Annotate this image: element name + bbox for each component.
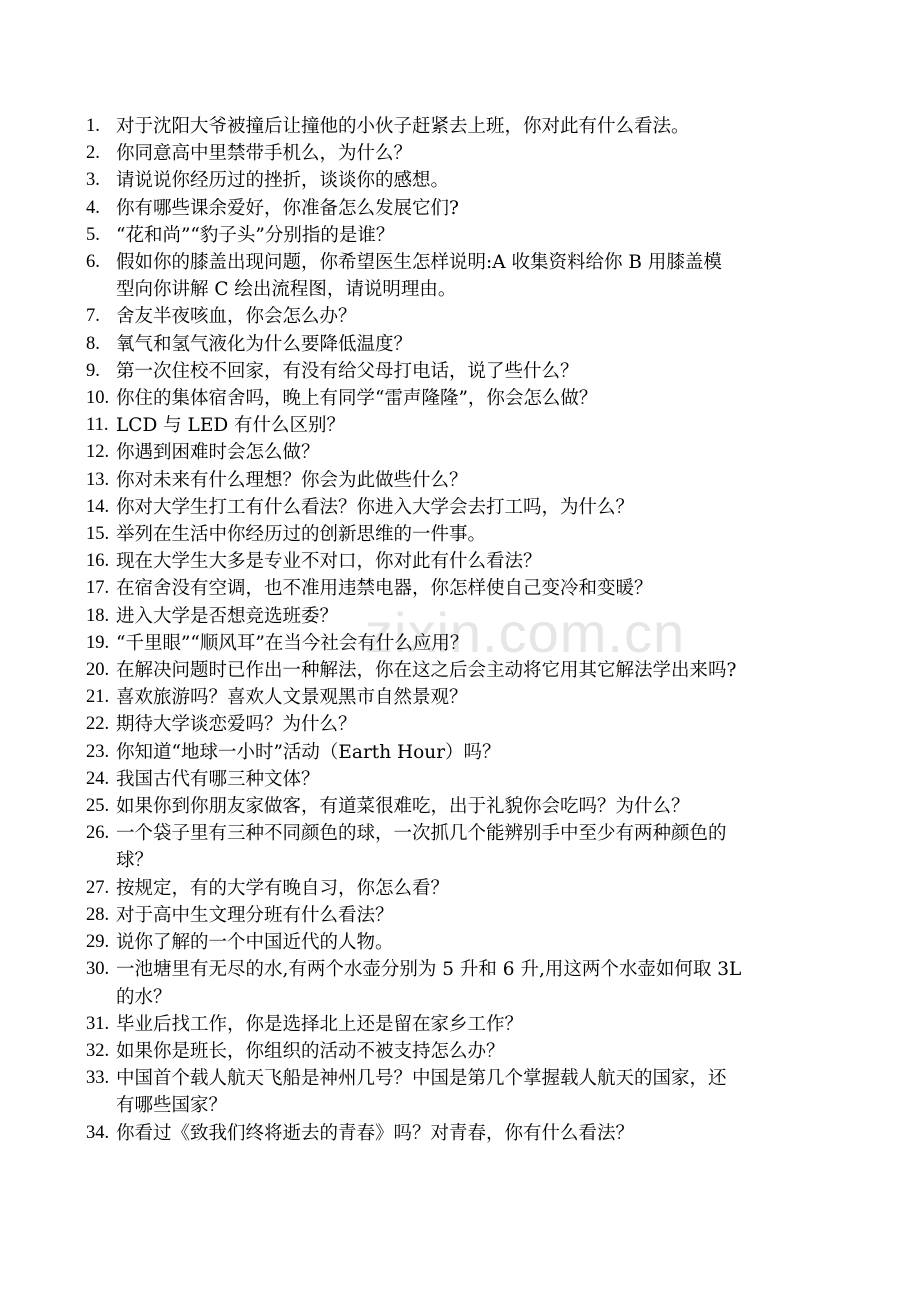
question-number: 9. bbox=[86, 360, 100, 381]
question-item bbox=[86, 657, 846, 684]
question-text bbox=[116, 331, 846, 358]
question-number: 30. bbox=[86, 959, 110, 980]
question-item bbox=[86, 875, 846, 902]
question-text-line: 在解决问题时已作出一种解法，你在这之后会主动将它用其它解法学出来吗? bbox=[116, 660, 737, 682]
question-item bbox=[86, 956, 846, 1010]
question-text-line: 你对未来有什么理想？你会为此做些什么？ bbox=[116, 469, 468, 491]
question-text-line: 假如你的膝盖出现问题，你希望医生怎样说明:A 收集资料给你 B 用膝盖模 bbox=[116, 252, 722, 274]
question-text-line: 期待大学谈恋爱吗？为什么？ bbox=[116, 714, 357, 736]
question-number: 13. bbox=[86, 469, 110, 490]
question-number: 32. bbox=[86, 1040, 110, 1061]
question-item bbox=[86, 439, 846, 466]
question-number: 7. bbox=[86, 306, 100, 327]
question-item bbox=[86, 249, 846, 303]
question-text-line: 请说说你经历过的挫折，谈谈你的感想。 bbox=[116, 170, 450, 192]
question-item bbox=[86, 575, 846, 602]
question-number: 24. bbox=[86, 768, 110, 789]
question-number: 15. bbox=[86, 524, 110, 545]
question-item bbox=[86, 140, 846, 167]
question-item bbox=[86, 630, 846, 657]
question-list bbox=[86, 113, 846, 1147]
question-text-line: 一个袋子里有三种不同颜色的球，一次抓几个能辨别手中至少有两种颜色的 bbox=[116, 823, 727, 845]
question-number: 17. bbox=[86, 578, 110, 599]
question-number: 33. bbox=[86, 1068, 110, 1089]
question-text-line: 舍友半夜咳血，你会怎么办？ bbox=[116, 306, 357, 328]
question-text bbox=[116, 739, 846, 766]
question-text bbox=[116, 521, 846, 548]
question-number: 6. bbox=[86, 252, 100, 273]
question-text-line: LCD 与 LED 有什么区别？ bbox=[116, 415, 346, 437]
question-text bbox=[116, 875, 846, 902]
question-text-line: 你看过《致我们终将逝去的青春》吗？对青春，你有什么看法？ bbox=[116, 1122, 635, 1144]
question-number: 18. bbox=[86, 605, 110, 626]
question-text bbox=[116, 249, 846, 303]
question-item bbox=[86, 113, 846, 140]
question-text-line: 球？ bbox=[116, 850, 154, 872]
question-text-line: 如果你是班长，你组织的活动不被支持怎么办？ bbox=[116, 1040, 505, 1062]
question-text-line: 说你了解的一个中国近代的人物。 bbox=[116, 932, 394, 954]
question-text bbox=[116, 140, 846, 167]
question-text bbox=[116, 902, 846, 929]
question-text-line: 一池塘里有无尽的水,有两个水壶分别为 5 升和 6 升,用这两个水壶如何取 3L bbox=[116, 959, 742, 981]
question-text bbox=[116, 630, 846, 657]
question-text-line: 你知道“地球一小时”活动（Earth Hour）吗？ bbox=[116, 741, 501, 763]
question-item bbox=[86, 548, 846, 575]
watermark-text: zixin.com.cn bbox=[365, 601, 686, 664]
question-text-line: 对于高中生文理分班有什么看法？ bbox=[116, 904, 394, 926]
question-item bbox=[86, 603, 846, 630]
question-number: 22. bbox=[86, 714, 110, 735]
question-text-line: 在宿舍没有空调，也不准用违禁电器，你怎样使自己变冷和变暖？ bbox=[116, 578, 653, 600]
question-text bbox=[116, 1011, 846, 1038]
question-text-line: “花和尚”“豹子头”分别指的是谁？ bbox=[116, 224, 395, 246]
question-text-line: “千里眼”“顺风耳”在当今社会有什么应用？ bbox=[116, 632, 469, 654]
question-text bbox=[116, 195, 846, 222]
question-item bbox=[86, 711, 846, 738]
question-text bbox=[116, 113, 846, 140]
question-number: 12. bbox=[86, 442, 110, 463]
question-item bbox=[86, 412, 846, 439]
question-item bbox=[86, 521, 846, 548]
question-number: 31. bbox=[86, 1013, 110, 1034]
question-item bbox=[86, 303, 846, 330]
question-item bbox=[86, 684, 846, 711]
question-number: 11. bbox=[86, 415, 109, 436]
question-item bbox=[86, 467, 846, 494]
question-text bbox=[116, 929, 846, 956]
question-number: 23. bbox=[86, 741, 110, 762]
question-number: 29. bbox=[86, 932, 110, 953]
question-item bbox=[86, 195, 846, 222]
question-text-line: 有哪些国家？ bbox=[116, 1095, 228, 1117]
question-text bbox=[116, 793, 846, 820]
question-text-line: 你有哪些课余爱好，你准备怎么发展它们? bbox=[116, 197, 459, 219]
question-item bbox=[86, 793, 846, 820]
question-number: 1. bbox=[86, 116, 100, 136]
question-text bbox=[116, 412, 846, 439]
question-item bbox=[86, 1065, 846, 1119]
question-text bbox=[116, 303, 846, 330]
question-item bbox=[86, 739, 846, 766]
question-number: 16. bbox=[86, 551, 110, 572]
question-item bbox=[86, 222, 846, 249]
question-text bbox=[116, 222, 846, 249]
question-number: 10. bbox=[86, 388, 110, 409]
question-text-line: 现在大学生大多是专业不对口，你对此有什么看法？ bbox=[116, 551, 542, 573]
question-item bbox=[86, 1120, 846, 1147]
question-text bbox=[116, 1038, 846, 1065]
question-text-line: 进入大学是否想竞选班委？ bbox=[116, 605, 339, 627]
question-text bbox=[116, 167, 846, 194]
question-number: 34. bbox=[86, 1122, 110, 1143]
question-number: 27. bbox=[86, 877, 110, 898]
question-number: 2. bbox=[86, 143, 100, 164]
question-item bbox=[86, 167, 846, 194]
question-text bbox=[116, 711, 846, 738]
question-text bbox=[116, 494, 846, 521]
question-number: 26. bbox=[86, 823, 110, 844]
question-item bbox=[86, 929, 846, 956]
question-text-line: 你同意高中里禁带手机么，为什么？ bbox=[116, 143, 413, 165]
question-item bbox=[86, 385, 846, 412]
question-text bbox=[116, 358, 846, 385]
question-number: 5. bbox=[86, 224, 100, 245]
question-text bbox=[116, 820, 846, 874]
question-text-line: 你遇到困难时会怎么做？ bbox=[116, 442, 320, 464]
question-item bbox=[86, 820, 846, 874]
question-number: 3. bbox=[86, 170, 100, 191]
question-text-line: 毕业后找工作，你是选择北上还是留在家乡工作？ bbox=[116, 1013, 524, 1035]
question-text-line: 中国首个载人航天飞船是神州几号？中国是第几个掌握载人航天的国家，还 bbox=[116, 1068, 727, 1090]
question-text-line: 喜欢旅游吗？喜欢人文景观黑市自然景观？ bbox=[116, 687, 468, 709]
question-item bbox=[86, 766, 846, 793]
question-number: 20. bbox=[86, 660, 110, 681]
question-text bbox=[116, 1120, 846, 1147]
question-item bbox=[86, 1038, 846, 1065]
question-text-line: 氧气和氢气液化为什么要降低温度？ bbox=[116, 333, 413, 355]
question-text bbox=[116, 548, 846, 575]
question-text-line: 你对大学生打工有什么看法？你进入大学会去打工吗，为什么？ bbox=[116, 496, 635, 518]
question-text-line: 的水？ bbox=[116, 986, 172, 1008]
question-number: 8. bbox=[86, 333, 100, 354]
question-text-line: 按规定，有的大学有晚自习，你怎么看？ bbox=[116, 877, 450, 899]
question-text-line: 型向你讲解 C 绘出流程图，请说明理由。 bbox=[116, 279, 457, 301]
question-text-line: 如果你到你朋友家做客，有道菜很难吃，出于礼貌你会吃吗？为什么？ bbox=[116, 796, 690, 818]
question-text bbox=[116, 439, 846, 466]
question-text bbox=[116, 385, 846, 412]
question-text bbox=[116, 575, 846, 602]
question-item bbox=[86, 902, 846, 929]
question-text-line: 第一次住校不回家，有没有给父母打电话，说了些什么？ bbox=[116, 360, 579, 382]
question-text bbox=[116, 603, 846, 630]
question-number: 25. bbox=[86, 796, 110, 817]
question-text bbox=[116, 684, 846, 711]
question-number: 21. bbox=[86, 687, 110, 708]
question-number: 14. bbox=[86, 496, 110, 517]
question-text-line: 对于沈阳大爷被撞后让撞他的小伙子赶紧去上班，你对此有什么看法。 bbox=[116, 116, 690, 137]
question-number: 19. bbox=[86, 632, 110, 653]
question-text bbox=[116, 956, 846, 1010]
question-text-line: 我国古代有哪三种文体？ bbox=[116, 768, 320, 790]
question-text bbox=[116, 467, 846, 494]
question-text bbox=[116, 1065, 846, 1119]
question-item bbox=[86, 1011, 846, 1038]
question-text-line: 你住的集体宿舍吗，晚上有同学“雷声隆隆”，你会怎么做？ bbox=[116, 388, 598, 410]
question-item bbox=[86, 494, 846, 521]
question-number: 28. bbox=[86, 904, 110, 925]
question-text bbox=[116, 766, 846, 793]
question-text bbox=[116, 657, 846, 684]
question-text-line: 举列在生活中你经历过的创新思维的一件事。 bbox=[116, 524, 487, 546]
question-item bbox=[86, 331, 846, 358]
question-number: 4. bbox=[86, 197, 100, 218]
question-item bbox=[86, 358, 846, 385]
